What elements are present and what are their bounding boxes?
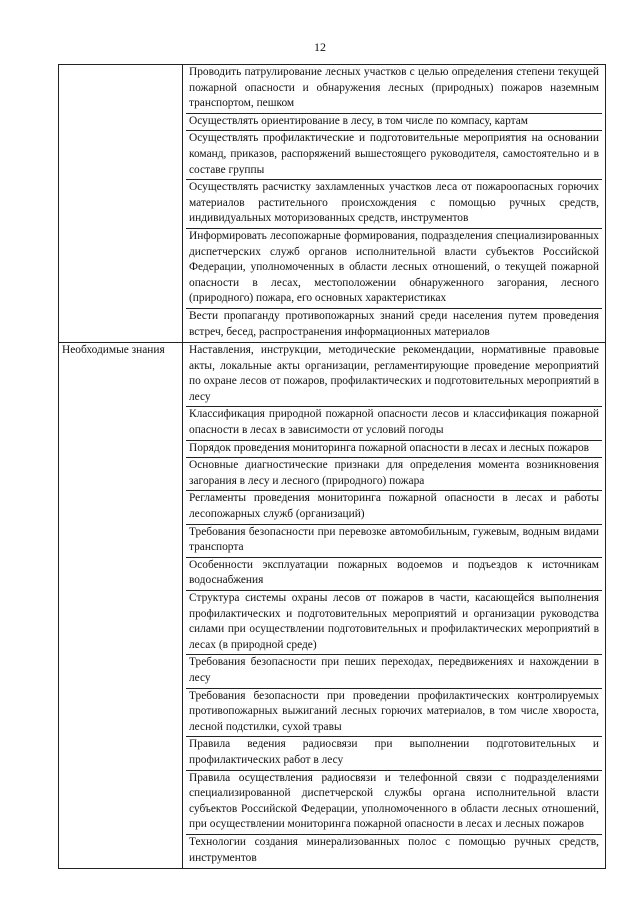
list-item: Технологии создания минерализованных полос с помощью ручных средств, инструментов xyxy=(189,835,599,864)
list-item: Правила ведения радиосвязи при выполнении подготовительных и профилактических работ в лесу xyxy=(186,737,602,770)
table-row xyxy=(59,65,606,343)
list-item: Структура системы охраны лесов от пожаров в части, касающейся выполнения профилактических и подготовительных мероприятий и организации руководства силами при осуществлении подготовительных и профилактических мероприятий в лесах (в природной среде) xyxy=(186,591,602,655)
list-item: Порядок проведения мониторинга пожарной опасности в лесах и лесных пожаров xyxy=(186,441,602,459)
list-item: Основные диагностические признаки для определения момента возникновения загорания в лесу и лесного (природного) пожара xyxy=(186,458,602,491)
list-item: Осуществлять профилактические и подготовительные мероприятия на основании команд, приказов, распоряжений вышестоящего руководителя, самостоятельно и в составе группы xyxy=(186,131,602,180)
list-item: Проводить патрулирование лесных участков с целью определения степени текущей пожарной опасности и обнаружения лесных (природных) пожаров наземным транспортом, пешком xyxy=(186,65,602,114)
list-item: Особенности эксплуатации пожарных водоемов и подъездов к источникам водоснабжения xyxy=(186,558,602,591)
standard-table xyxy=(58,64,606,869)
list-item: Наставления, инструкции, методические рекомендации, нормативные правовые акты, локальные акты организации, регламентирующие проведение мероприятий по охране лесов от пожаров, профилактических и подготовительных мероприятий в лесу xyxy=(186,343,602,407)
list-item: Вести пропаганду противопожарных знаний среди населения путем проведения встреч, бесед, распространения информационных материалов xyxy=(189,309,599,338)
row-label-knowledge: Необходимые знания xyxy=(59,343,183,869)
list-item: Информировать лесопожарные формирования, подразделения специализированных диспетчерских служб органов исполнительной власти субъектов Российской Федерации, уполномоченных в области лесных отношений, о текущей пожарной опасности в лесах, местоположении обнаруженного загорания, лесного (природного) пожара, его основных характеристиках xyxy=(186,229,602,309)
table-row xyxy=(59,343,606,869)
skills-cell xyxy=(183,65,606,343)
list-item: Осуществлять расчистку захламленных участков леса от пожароопасных горючих материалов растительного происхождения с помощью ручных средств, индивидуальных моторизованных средств, инструментов xyxy=(186,180,602,229)
row-label xyxy=(59,65,183,343)
list-item: Классификация природной пожарной опасности лесов и классификация пожарной опасности в лесах в зависимости от условий погоды xyxy=(186,407,602,440)
list-item: Требования безопасности при перевозке автомобильным, гужевым, водным видами транспорта xyxy=(186,525,602,558)
list-item: Регламенты проведения мониторинга пожарной опасности в лесах и работы лесопожарных служб (организаций) xyxy=(186,491,602,524)
list-item: Требования безопасности при проведении профилактических контролируемых противопожарных выжиганий лесных горючих материалов, в том числе хвороста, лесной подстилки, сухой травы xyxy=(186,689,602,738)
page-number: 12 xyxy=(314,40,326,54)
list-item: Осуществлять ориентирование в лесу, в том числе по компасу, картам xyxy=(186,114,602,132)
knowledge-cell xyxy=(183,343,606,869)
list-item: Правила осуществления радиосвязи и телефонной связи с подразделениями специализированной диспетчерской службы органа исполнительной власти субъектов Российской Федерации, уполномоченного в области лесных отношений, при осуществлении мониторинга пожарной опасности в лесах и лесных пожаров xyxy=(186,771,602,835)
list-item: Требования безопасности при пеших переходах, передвижениях и нахождении в лесу xyxy=(186,655,602,688)
